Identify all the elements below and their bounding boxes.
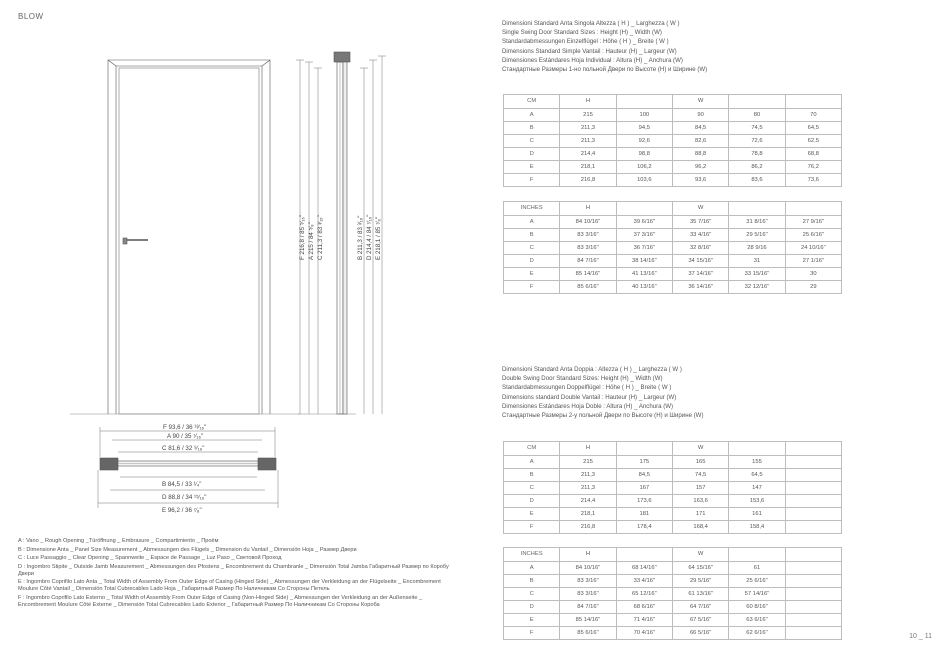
table-header-row xyxy=(504,442,842,456)
table-cell: 211,3 xyxy=(560,121,616,134)
table-row xyxy=(504,507,842,520)
table-cell: 57 14/16" xyxy=(729,587,785,600)
table-cell: B xyxy=(504,574,560,587)
table-header-cell: H xyxy=(560,95,616,109)
table-header-cell xyxy=(785,548,841,562)
table-cell: 33 4/16" xyxy=(616,574,672,587)
table-cell: C xyxy=(504,481,560,494)
table-header-cell: W xyxy=(672,95,728,109)
table-cell: 64 7/16" xyxy=(672,600,728,613)
table-row xyxy=(504,468,842,481)
table-header-cell xyxy=(785,202,841,216)
table-cell: 158,4 xyxy=(729,520,785,533)
table-cell: 84 10/16" xyxy=(560,561,616,574)
table-cell xyxy=(785,626,841,639)
table-cell: 30 xyxy=(785,267,841,280)
legend-item: D : Ingombro Stipite _ Outside Jamb Measurement _ Abmessungen des Pfostens _ Encombrement du Chambranle _ Dimensión Total Jamba Габаритный Размер по Коробу Двери xyxy=(18,563,449,577)
double-door-inches-table xyxy=(503,547,842,640)
table-cell: 24 10/16" xyxy=(785,241,841,254)
table-cell: 106,2 xyxy=(616,160,672,173)
table-cell: 175 xyxy=(616,455,672,468)
table-cell: D xyxy=(504,600,560,613)
table-cell: 60 8/16" xyxy=(729,600,785,613)
table-cell: 178,4 xyxy=(616,520,672,533)
table-cell: 40 13/16" xyxy=(616,280,672,293)
table-row xyxy=(504,587,842,600)
table-cell: 163,6 xyxy=(672,494,728,507)
table-cell: 61 13/16" xyxy=(672,587,728,600)
table-cell: B xyxy=(504,468,560,481)
table-header-row xyxy=(504,202,842,216)
table-header-cell xyxy=(616,548,672,562)
table-row xyxy=(504,241,842,254)
table-cell: 92,6 xyxy=(616,134,672,147)
table-header-cell xyxy=(785,442,841,456)
table-cell: C xyxy=(504,587,560,600)
header-line: Dimensioni Standard Anta Singola Altezza ( H ) _ Larghezza ( W ) xyxy=(502,20,680,27)
dim-label-A-plan: A 90 / 35 ⁷⁄₁₆" xyxy=(167,433,204,440)
table-cell: 155 xyxy=(729,455,785,468)
table-header-cell: CM xyxy=(504,95,560,109)
table-cell: 216,8 xyxy=(560,520,616,533)
table-cell: 181 xyxy=(616,507,672,520)
table-cell: 61 xyxy=(729,561,785,574)
table-cell: 216,8 xyxy=(560,173,616,186)
table-cell: 66 5/16" xyxy=(672,626,728,639)
table-header-row xyxy=(504,548,842,562)
dim-label-C: C 211,3 / 83 ³⁄₁₆" xyxy=(317,215,324,260)
dim-label-E: E 218,1 / 85 ⁷⁄₈" xyxy=(375,216,382,260)
table-cell: 215 xyxy=(560,455,616,468)
table-row xyxy=(504,173,842,186)
table-row xyxy=(504,254,842,267)
table-cell: 153,6 xyxy=(729,494,785,507)
table-cell: F xyxy=(504,626,560,639)
table-cell: 215 xyxy=(560,108,616,121)
legend-item: C : Luce Passaggio _ Clear Opening _ Spannweite _ Espace de Passage _ Luz Paso _ Световой Проход xyxy=(18,555,282,561)
door-technical-drawing xyxy=(0,0,475,520)
table-row xyxy=(504,600,842,613)
single-door-inches-table xyxy=(503,201,842,294)
double-door-header xyxy=(502,365,922,420)
table-cell: 31 8/16" xyxy=(729,215,785,228)
table-cell: 70 4/16" xyxy=(616,626,672,639)
table-cell: 68 14/16" xyxy=(616,561,672,574)
header-line: Standardabmessungen Einzelflügel : Höhe ( H ) _ Breite ( W ) xyxy=(502,38,669,46)
table-cell: C xyxy=(504,134,560,147)
table-cell: 35 7/16" xyxy=(672,215,728,228)
table-cell: 29 xyxy=(785,280,841,293)
table-cell xyxy=(785,455,841,468)
table-cell: 62 6/16" xyxy=(729,626,785,639)
header-line: Double Swing Door Standard Sizes: Height (H) _ Width (W) xyxy=(502,375,663,383)
table-row xyxy=(504,215,842,228)
table-cell: A xyxy=(504,215,560,228)
table-cell xyxy=(785,587,841,600)
table-cell: 171 xyxy=(672,507,728,520)
table-cell: 73,6 xyxy=(785,173,841,186)
legend-item: B : Dimensione Anta _ Panel Size Measurement _ Abmessungen des Flügels _ Dimension du Vantail _ Dimensión Hoja _ Размер Двери xyxy=(18,546,357,553)
table-cell: 211,3 xyxy=(560,468,616,481)
header-line: Dimensioni Standard Anta Doppia : Altezza ( H ) _ Larghezza ( W ) xyxy=(502,366,682,373)
table-cell: 214,4 xyxy=(560,147,616,160)
table-cell: 31 xyxy=(729,254,785,267)
table-cell: E xyxy=(504,507,560,520)
table-cell: 64,5 xyxy=(785,121,841,134)
table-cell: 211,3 xyxy=(560,481,616,494)
table-cell: 32 12/16" xyxy=(729,280,785,293)
dim-label-D: D 214,4 / 84 ⁷⁄₁₆" xyxy=(366,214,373,260)
table-cell: A xyxy=(504,561,560,574)
table-cell xyxy=(785,507,841,520)
table-cell: 64 15/16" xyxy=(672,561,728,574)
table-cell: 62,5 xyxy=(785,134,841,147)
table-cell: 84 7/16" xyxy=(560,600,616,613)
table-cell: 83,6 xyxy=(729,173,785,186)
table-cell: 218,1 xyxy=(560,507,616,520)
table-header-cell xyxy=(729,202,785,216)
table-cell: 157 xyxy=(672,481,728,494)
table-cell: 83 3/16" xyxy=(560,241,616,254)
door-leaf xyxy=(119,68,259,414)
door-side-section xyxy=(334,52,350,414)
header-line: Dimensions Standard Simple Vantail : Hauteur (H) _ Largeur (W) xyxy=(502,47,677,55)
table-row xyxy=(504,108,842,121)
table-header-cell: W xyxy=(672,202,728,216)
table-cell: 39 6/16" xyxy=(616,215,672,228)
table-cell: F xyxy=(504,520,560,533)
table-cell: 93,6 xyxy=(672,173,728,186)
table-cell xyxy=(785,574,841,587)
table-header-cell xyxy=(616,202,672,216)
table-cell: 211,3 xyxy=(560,134,616,147)
dim-label-A: A 215 / 84 ⁵⁄₈" xyxy=(308,222,315,260)
table-row xyxy=(504,228,842,241)
table-cell: 38 14/16" xyxy=(616,254,672,267)
table-cell: 84 10/16" xyxy=(560,215,616,228)
dim-label-C-plan: C 81,6 / 32 ⁹⁄₁₆" xyxy=(162,445,205,452)
door-handle xyxy=(123,238,127,244)
table-row xyxy=(504,121,842,134)
table-cell: 218,1 xyxy=(560,160,616,173)
table-cell: 25 6/16" xyxy=(785,228,841,241)
header-line: Dimensiones Estándares Hoja Doble : Altura (H) _ Anchura (W) xyxy=(502,402,674,410)
table-row xyxy=(504,626,842,639)
table-header-cell xyxy=(729,442,785,456)
table-cell: 25 6/16" xyxy=(729,574,785,587)
single-door-cm-table xyxy=(503,94,842,187)
table-header-cell: H xyxy=(560,548,616,562)
table-header-cell xyxy=(785,95,841,109)
header-line: Dimensiones Estándares Hoja Individual : Altura (H) _ Anchura (W) xyxy=(502,56,683,64)
table-cell: 84,5 xyxy=(616,468,672,481)
table-cell: 74,5 xyxy=(672,468,728,481)
table-row xyxy=(504,561,842,574)
table-cell: 65 12/16" xyxy=(616,587,672,600)
table-cell xyxy=(785,600,841,613)
table-cell xyxy=(785,520,841,533)
table-cell: 83 3/16" xyxy=(560,574,616,587)
table-row xyxy=(504,481,842,494)
table-cell: 165 xyxy=(672,455,728,468)
table-header-cell: H xyxy=(560,442,616,456)
table-cell: 32 8/16" xyxy=(672,241,728,254)
table-cell xyxy=(785,481,841,494)
table-cell: 67 5/16" xyxy=(672,613,728,626)
table-header-cell: W xyxy=(672,442,728,456)
table-cell: 28 9/16 xyxy=(729,241,785,254)
table-row xyxy=(504,494,842,507)
table-cell: 68 6/16" xyxy=(616,600,672,613)
table-cell: F xyxy=(504,280,560,293)
table-row xyxy=(504,574,842,587)
dim-label-B-plan: B 84,5 / 33 ¹⁄₄" xyxy=(162,481,202,488)
table-cell: 103,6 xyxy=(616,173,672,186)
dim-label-B: B 211,3 / 83 ³⁄₁₆" xyxy=(357,215,364,260)
table-cell: D xyxy=(504,494,560,507)
table-cell: 68,8 xyxy=(785,147,841,160)
table-cell: 27 9/16" xyxy=(785,215,841,228)
dim-label-F: F 216,8 / 85 ⁵⁄₁₆" xyxy=(299,214,306,260)
table-cell: 33 15/16" xyxy=(729,267,785,280)
table-cell: 37 14/16" xyxy=(672,267,728,280)
legend-item: A : Vano _ Rough Opening _Türöffnung _ Embrasure _ Compartimiento _ Проём xyxy=(18,538,219,544)
table-cell: 41 13/16" xyxy=(616,267,672,280)
table-row xyxy=(504,613,842,626)
page-number: 10 _ 11 xyxy=(909,633,932,640)
table-header-cell xyxy=(616,442,672,456)
table-cell: 98,8 xyxy=(616,147,672,160)
header-line: Стандартные Размеры 2-у польной Двери по Высоте (H) и Ширине (W) xyxy=(502,412,704,420)
table-cell: B xyxy=(504,228,560,241)
table-cell xyxy=(785,561,841,574)
table-cell: C xyxy=(504,241,560,254)
table-row xyxy=(504,147,842,160)
table-cell: 83 3/16" xyxy=(560,587,616,600)
single-door-header xyxy=(502,19,922,74)
table-cell: D xyxy=(504,254,560,267)
table-cell: E xyxy=(504,160,560,173)
table-row xyxy=(504,134,842,147)
table-header-row xyxy=(504,95,842,109)
table-header-cell: INCHES xyxy=(504,202,560,216)
header-line: Dimensions standard Double Vantail : Hauteur (H) _ Largeur (W) xyxy=(502,393,677,401)
table-header-cell: INCHES xyxy=(504,548,560,562)
table-cell: 37 3/16" xyxy=(616,228,672,241)
table-row xyxy=(504,280,842,293)
header-line: Standardabmessungen Doppelflügel : Höhe ( H ) _ Breite ( W ) xyxy=(502,384,672,392)
dim-label-F-plan: F 93,6 / 36 ¹³⁄₁₆" xyxy=(163,424,207,431)
table-cell: 83 3/16" xyxy=(560,228,616,241)
table-cell: 147 xyxy=(729,481,785,494)
table-cell: 96,2 xyxy=(672,160,728,173)
table-header-cell: CM xyxy=(504,442,560,456)
brand-title: BLOW xyxy=(18,12,44,21)
table-cell xyxy=(785,494,841,507)
header-line: Single Swing Door Standard Sizes : Height (H) _ Width (W) xyxy=(502,29,662,37)
door-casing-outline xyxy=(108,60,270,414)
table-cell: 36 7/16" xyxy=(616,241,672,254)
table-cell: A xyxy=(504,108,560,121)
table-cell: 85 14/16" xyxy=(560,267,616,280)
table-cell xyxy=(785,613,841,626)
table-cell: 167 xyxy=(616,481,672,494)
table-cell: A xyxy=(504,455,560,468)
table-cell: E xyxy=(504,267,560,280)
table-cell: 85 6/16" xyxy=(560,626,616,639)
table-cell: 74,5 xyxy=(729,121,785,134)
double-door-cm-table xyxy=(503,441,842,534)
table-cell: 80 xyxy=(729,108,785,121)
table-cell: 29 5/16" xyxy=(672,574,728,587)
table-cell: 29 5/16" xyxy=(729,228,785,241)
table-cell: E xyxy=(504,613,560,626)
table-cell: 84 7/16" xyxy=(560,254,616,267)
table-cell: 85 6/16" xyxy=(560,280,616,293)
table-cell: 94,5 xyxy=(616,121,672,134)
table-cell: 71 4/16" xyxy=(616,613,672,626)
table-cell: 76,2 xyxy=(785,160,841,173)
header-line: Стандартные Размеры 1-но польной Двери по Высоте (H) и Ширине (W) xyxy=(502,66,708,74)
table-cell: 70 xyxy=(785,108,841,121)
table-cell xyxy=(785,468,841,481)
table-cell: 100 xyxy=(616,108,672,121)
table-cell: 72,6 xyxy=(729,134,785,147)
dimension-legend xyxy=(18,538,458,611)
table-cell: D xyxy=(504,147,560,160)
door-plan-section xyxy=(100,458,276,470)
table-header-cell xyxy=(616,95,672,109)
table-cell: 27 1/16" xyxy=(785,254,841,267)
table-cell: 64,5 xyxy=(729,468,785,481)
table-cell: 161 xyxy=(729,507,785,520)
dim-label-E-plan: E 96,2 / 36 ⁷⁄₈" xyxy=(162,507,202,514)
table-cell: 36 14/16" xyxy=(672,280,728,293)
table-row xyxy=(504,267,842,280)
table-cell: B xyxy=(504,121,560,134)
table-cell: 34 15/16" xyxy=(672,254,728,267)
table-cell: 85 14/16" xyxy=(560,613,616,626)
legend-item: F : Ingombro Coprifilo Lato Esterno _ Total Width of Assembly From Outer Edge of Casing (Non-Hinged Side) _ Abmessungen der Verkleidung an der Außenseite _ Encombrement Moulure Côté Externe _ Dimensión Total Cubrecables Lado Exterior _ Габаритный Размер По Наличникам Со Стороны Короба xyxy=(18,594,423,609)
table-cell: 84,5 xyxy=(672,121,728,134)
table-row xyxy=(504,160,842,173)
table-cell: 173,6 xyxy=(616,494,672,507)
dim-label-D-plan: D 88,8 / 34 ¹⁵⁄₁₆" xyxy=(162,494,207,501)
table-row xyxy=(504,520,842,533)
table-header-cell xyxy=(729,95,785,109)
table-cell: 78,8 xyxy=(729,147,785,160)
table-header-cell: H xyxy=(560,202,616,216)
table-cell: 63 6/16" xyxy=(729,613,785,626)
legend-item: E : Ingombro Coprifilo Lato Anta _ Total Width of Assembly From Outer Edge of Casing (Hinged Side) _ Abmessungen der Verkleidung an der Flügelseite _ Encombrement Moulure Côté Vantail _ Dimensión Total Cubrecables Lado Hoja _ Габаритный Размер По Наличникам Со Стороны Петель xyxy=(18,579,441,593)
table-cell: 33 4/16" xyxy=(672,228,728,241)
table-cell: 90 xyxy=(672,108,728,121)
table-header-cell: W xyxy=(672,548,728,562)
table-cell: 82,6 xyxy=(672,134,728,147)
table-cell: 168,4 xyxy=(672,520,728,533)
table-cell: 214,4 xyxy=(560,494,616,507)
table-cell: F xyxy=(504,173,560,186)
table-cell: 86,2 xyxy=(729,160,785,173)
table-row xyxy=(504,455,842,468)
table-header-cell xyxy=(729,548,785,562)
table-cell: 88,8 xyxy=(672,147,728,160)
